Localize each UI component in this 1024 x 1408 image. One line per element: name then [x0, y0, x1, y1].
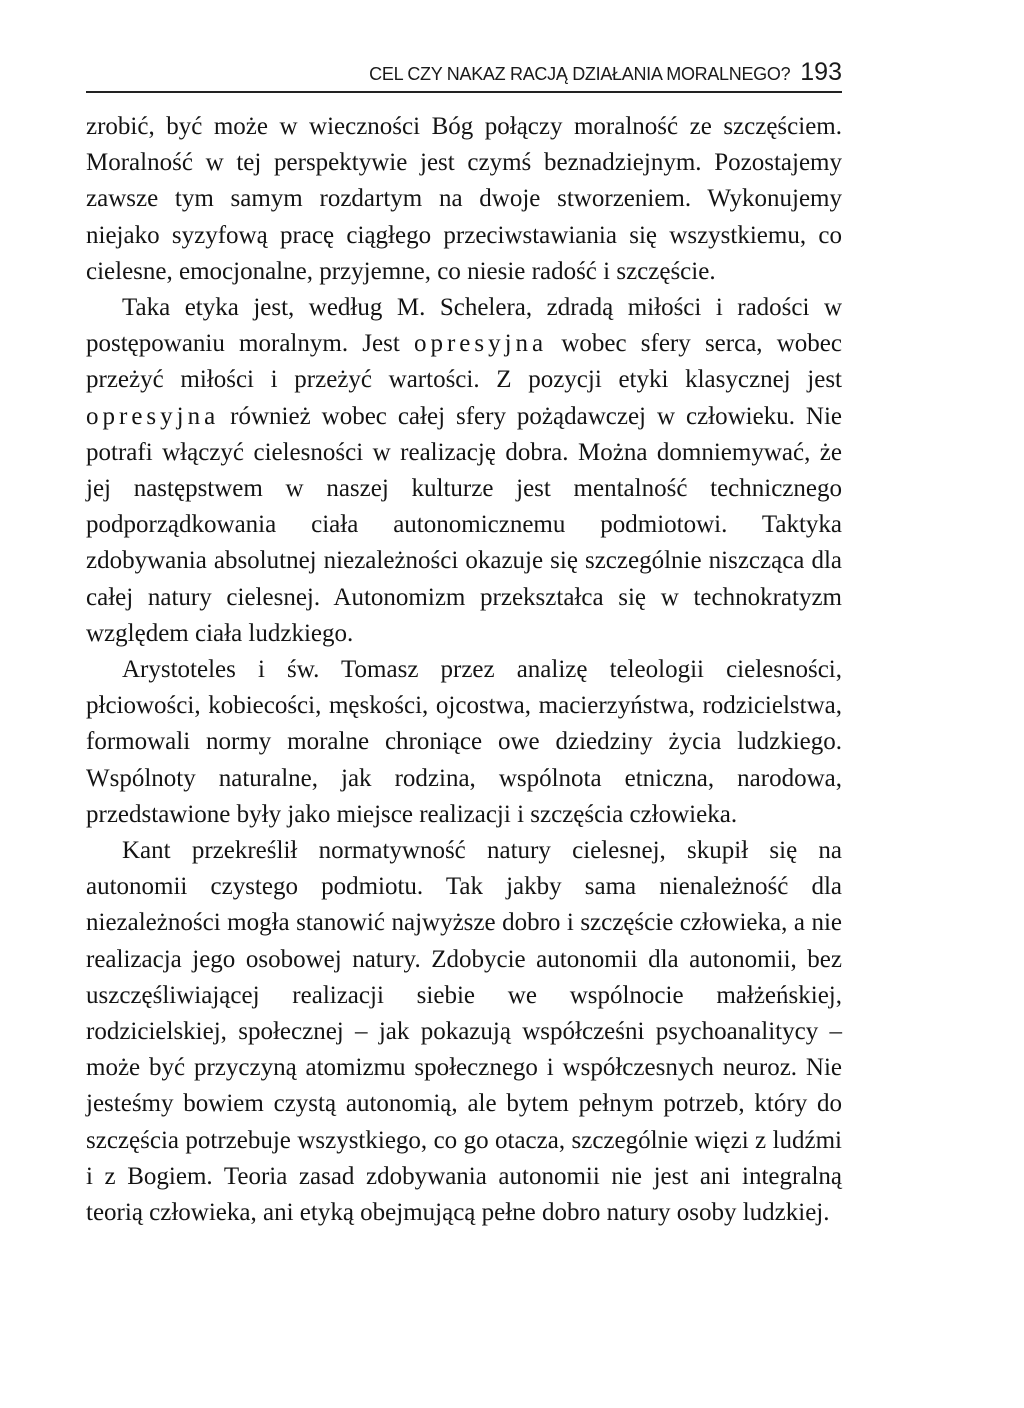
paragraph-3	[86, 652, 842, 833]
paragraph-text: również wobec całej sfery pożądawczej w człowieku. Nie potrafi włączyć cielesności w realizację dobra. Można domniemywać, że jej następstwem w naszej kulturze jest mentalność technicznego podporządkowania ciała autonomicznemu podmiotowi. Taktyka zdobywania absolutnej niezależności okazuje się szczególnie niszcząca dla całej natury cielesnej. Autonomizm przekształca się w technokratyzm względem ciała ludzkiego.	[86, 402, 842, 647]
paragraph-text: wobec sfery serca, wobec przeżyć miłości i przeżyć wartości. Z pozycji etyki klasycznej jest	[86, 330, 842, 394]
paragraph-1	[86, 109, 842, 290]
running-title: CEL CZY NAKAZ RACJĄ DZIAŁANIA MORALNEGO?	[369, 64, 791, 84]
book-page	[86, 58, 842, 1231]
emphasized-word: opresyjna	[413, 330, 548, 358]
emphasized-word: opresyjna	[86, 402, 220, 430]
paragraph-text: zrobić, być może w wieczności Bóg połączy moralność ze szczęściem. Moralność w tej perspektywie jest czymś beznadziejnym. Pozostajemy zawsze tym samym rozdartym na dwoje stworzeniem. Wykonujemy niejako syzyfową pracę ciągłego przeciwstawiania się wszystkiemu, co cielesne, emocjonalne, przyjemne, co niesie radość i szczęście.	[86, 113, 842, 285]
paragraph-text: Taka etyka jest, według M. Schelera, zdradą miłości i radości w postępowaniu moralnym. Jest	[86, 294, 842, 358]
paragraph-4	[86, 833, 842, 1231]
paragraph-text: Arystoteles i św. Tomasz przez analizę teleologii cielesności, płciowości, kobiecości, męskości, ojcostwa, macierzyństwa, rodzicielstwa, formowali normy moralne chroniące owe dziedziny życia ludzkiego. Wspólnoty naturalne, jak rodzina, wspólnota etniczna, narodowa, przedstawione były jako miejsce realizacji i szczęścia człowieka.	[86, 656, 842, 828]
paragraph-text: Kant przekreślił normatywność natury cielesnej, skupił się na autonomii czystego podmiotu. Tak jakby sama nienależność dla niezależności mogła stanowić najwyższe dobro i szczęście człowieka, a nie realizacja jego osobowej natury. Zdobycie autonomii dla autonomii, bez uszczęśliwiającej realizacji siebie we wspólnocie małżeńskiej, rodzicielskiej, społecznej – jak pokazują współcześni psychoanalitycy – może być przyczyną atomizmu społecznego i współczesnych neuroz. Nie jesteśmy bowiem czystą autonomią, ale bytem pełnym potrzeb, który do szczęścia potrzebuje wszystkiego, co go otacza, szczególnie więzi z ludźmi i z Bogiem. Teoria zasad zdobywania autonomii nie jest ani integralną teorią człowieka, ani etyką obejmującą pełne dobro natury osoby ludzkiej.	[86, 837, 842, 1227]
running-header	[86, 58, 842, 93]
page-number: 193	[800, 58, 842, 86]
body-text	[86, 109, 842, 1231]
paragraph-2	[86, 290, 842, 652]
